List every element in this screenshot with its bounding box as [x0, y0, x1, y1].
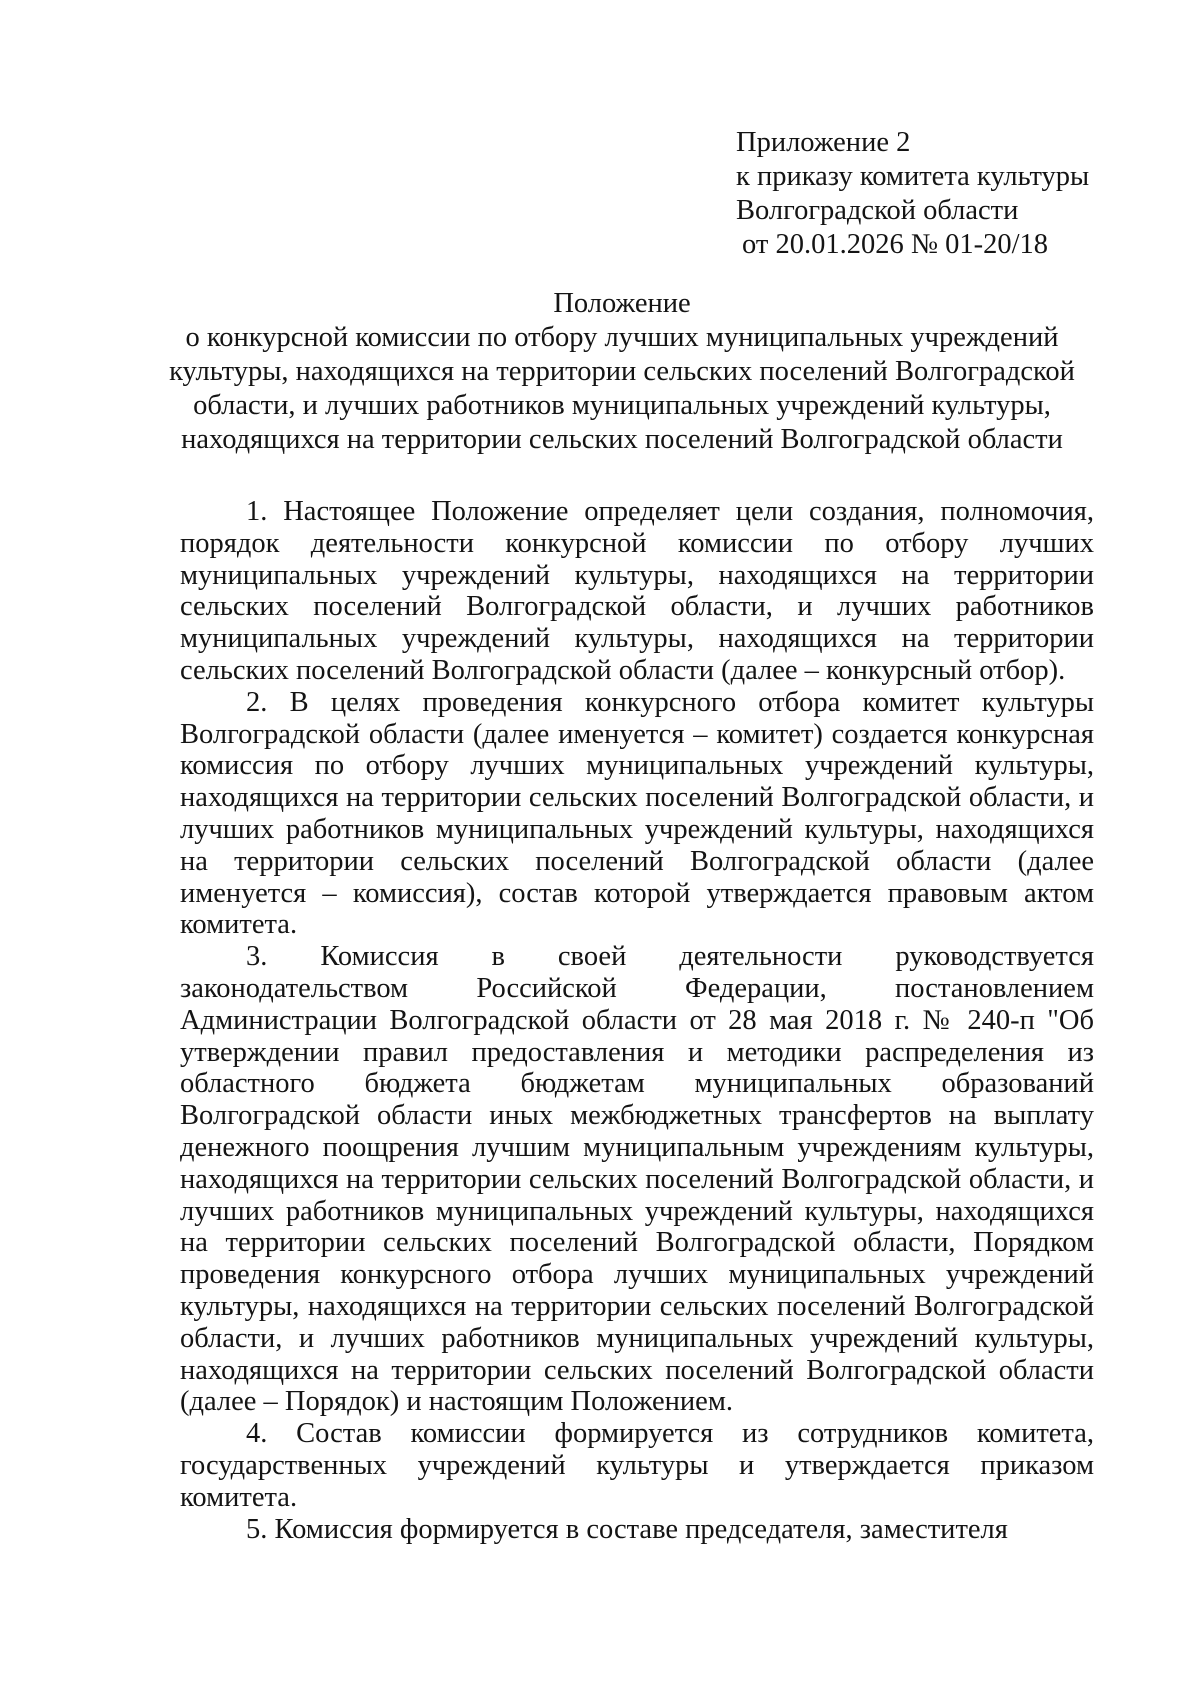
paragraph-2: 2. В целях проведения конкурсного отбора комитет культуры Волгоградской области (далее именуется – комитет) создается конкурсная комиссия по отбору лучших муниципальных учреждений культуры, находящихся на территории сельских поселений Волгоградской области, и лучших работников муниципальных учреждений культуры, находящихся на территории сельских поселений Волгоградской области (далее именуется – комиссия), состав которой утверждается правовым актом комитета.: [180, 686, 1094, 941]
paragraph-1: 1. Настоящее Положение определяет цели создания, полномочия, порядок деятельности конкурсной комиссии по отбору лучших муниципальных учреждений культуры, находящихся на территории сельских поселений Волгоградской области, и лучших работников муниципальных учреждений культуры, находящихся на территории сельских поселений Волгоградской области (далее – конкурсный отбор).: [180, 496, 1094, 686]
title-line-3: области, и лучших работников муниципальных учреждений культуры,: [193, 390, 1051, 421]
paragraph-5: 5. Комиссия формируется в составе председателя, заместителя: [246, 1513, 1008, 1545]
title-line-4: находящихся на территории сельских поселений Волгоградской области: [181, 424, 1063, 455]
appendix-date-number: от 20.01.2026 № 01-20/18: [742, 229, 1049, 260]
document-body: [180, 496, 1094, 1545]
title-heading: Положение: [553, 288, 691, 319]
appendix-region: Волгоградской области: [736, 195, 1019, 226]
title-line-1: о конкурсной комиссии по отбору лучших муниципальных учреждений: [185, 322, 1059, 353]
appendix-order-ref: к приказу комитета культуры: [736, 161, 1090, 192]
paragraph-3: 3. Комиссия в своей деятельности руководствуется законодательством Российской Федерации, постановлением Администрации Волгоградской области от 28 мая 2018 г. № 240-п "Об утверждении правил предоставления и методики распределения из областного бюджета бюджетам муниципальных образований Волгоградской области иных межбюджетных трансфертов на выплату денежного поощрения лучшим муниципальным учреждениям культуры, находящихся на территории сельских поселений Волгоградской области, и лучших работников муниципальных учреждений культуры, находящихся на территории сельских поселений Волгоградской области, Порядком проведения конкурсного отбора лучших муниципальных учреждений культуры, находящихся на территории сельских поселений Волгоградской области, и лучших работников муниципальных учреждений культуры, находящихся на территории сельских поселений Волгоградской области (далее – Порядок) и настоящим Положением.: [180, 941, 1094, 1418]
title-line-2: культуры, находящихся на территории сельских поселений Волгоградской: [169, 356, 1075, 387]
appendix-block: [736, 126, 1089, 262]
appendix-number: Приложение 2: [736, 127, 911, 158]
document-title: [150, 287, 1094, 457]
paragraph-4: 4. Состав комиссии формируется из сотрудников комитета, государственных учреждений культуры и утверждается приказом комитета.: [180, 1418, 1094, 1513]
